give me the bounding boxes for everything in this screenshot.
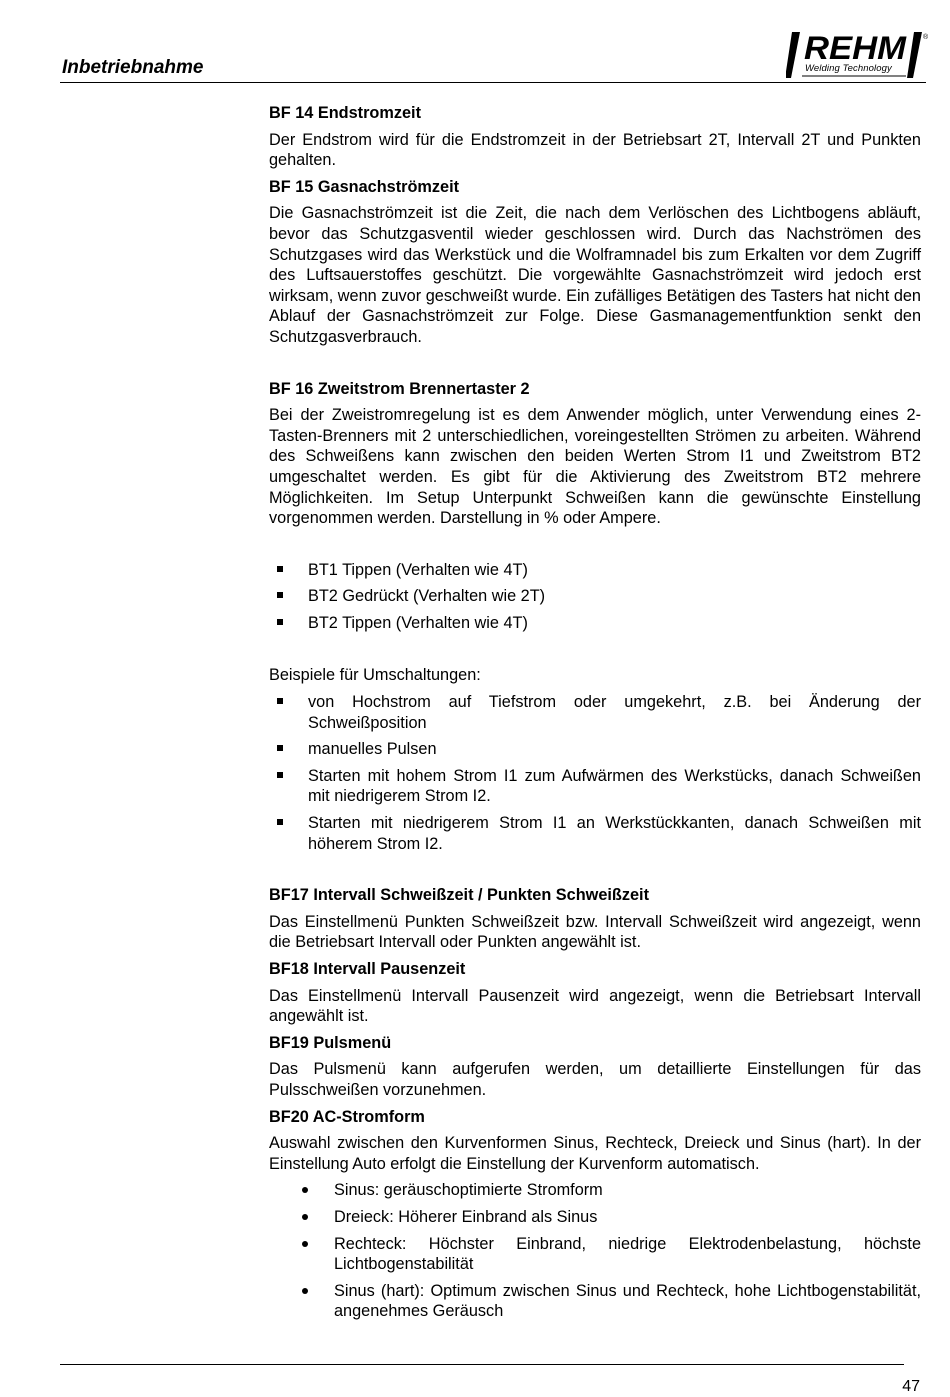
round-bullet-icon (302, 1241, 308, 1247)
paragraph-bf14: Der Endstrom wird für die Endstromzeit in der Betriebsart 2T, Intervall 2T und Punkten gehalten. (269, 130, 921, 170)
square-bullet-icon (277, 819, 283, 825)
list-item: BT2 Gedrückt (Verhalten wie 2T) (269, 586, 921, 607)
square-bullet-icon (277, 698, 283, 704)
page-number: 47 (902, 1378, 920, 1395)
waveform-list (269, 1180, 921, 1322)
logo-wordmark: REHM (804, 30, 908, 66)
paragraph-bf17: Das Einstellmenü Punkten Schweißzeit bzw. Intervall Schweißzeit wird angezeigt, wenn die Betriebsart Intervall oder Punkten angewählt ist. (269, 912, 921, 952)
examples-list (269, 692, 921, 854)
heading-bf18: BF18 Intervall Pausenzeit (269, 960, 466, 978)
paragraph-bf15: Die Gasnachströmzeit ist die Zeit, die nach dem Verlöschen des Lichtbogens abläuft, bevor das Schutzgasventil wieder geschlossen wird. Durch das Nachströmen des Schutzgases wird das Werkstück und die Wolframnadel bis zum Erkalten vor dem Zugriff des Luftsauerstoffes geschützt. Die vorgewählte Gasnachströmzeit wird jedoch erst wirksam, wenn zuvor geschweißt wurde. Ein zufälliges Betätigen des Tasters hat nicht den Ablauf der Gasnachströmzeit zur Folge. Diese Gasmanagementfunktion senkt den Schutzgasverbrauch. (269, 204, 921, 346)
square-bullet-icon (277, 619, 283, 625)
heading-bf17: BF17 Intervall Schweißzeit / Punkten Schweißzeit (269, 886, 649, 905)
square-bullet-icon (277, 592, 283, 598)
list-item: von Hochstrom auf Tiefstrom oder umgekehrt, z.B. bei Änderung der Schweißposition (269, 692, 921, 733)
examples-intro: Beispiele für Umschaltungen: (269, 666, 481, 685)
paragraph-bf16: Bei der Zweistromregelung ist es dem Anwender möglich, unter Verwendung eines 2-Tasten-Brenners mit 2 unterschiedlichen, voreingestellten Strömen zu arbeiten. Während des Schweißens kann zwischen den beiden Werten Strom I1 und Zweitstrom BT2 umgeschaltet werden. Es gibt für die Aktivierung des Zweitstrom BT2 mehrere Möglichkeiten. Im Setup Unterpunkt Schweißen kann die gewünschte Einstellung vorgenommen werden. Darstellung in % oder Ampere. (269, 406, 921, 528)
square-bullet-icon (277, 772, 283, 778)
square-bullet-icon (277, 566, 283, 572)
header-divider (60, 82, 926, 83)
heading-bf14: BF 14 Endstromzeit (269, 104, 421, 122)
list-item: Starten mit hohem Strom I1 zum Aufwärmen des Werkstücks, danach Schweißen mit niedrigerem Strom I2. (269, 766, 921, 807)
page-content (269, 103, 921, 1328)
paragraph-bf20: Auswahl zwischen den Kurvenformen Sinus, Rechteck, Dreieck und Sinus (hart). In der Einstellung Auto erfolgt die Einstellung der Kurvenform automatisch. (269, 1134, 921, 1173)
list-item: manuelles Pulsen (269, 739, 921, 760)
list-item: Sinus: geräuschoptimierte Stromform (269, 1180, 921, 1201)
list-item: Starten mit niedrigerem Strom I1 an Werkstückkanten, danach Schweißen mit höherem Strom I2. (269, 813, 921, 854)
round-bullet-icon (302, 1288, 308, 1294)
heading-bf15: BF 15 Gasnachströmzeit (269, 177, 460, 196)
heading-bf20: BF20 AC-Stromform (269, 1107, 425, 1126)
registered-mark: ® (923, 34, 928, 41)
footer-divider (60, 1364, 904, 1365)
logo-subtext: Welding Technology (805, 63, 892, 74)
list-item: BT1 Tippen (Verhalten wie 4T) (269, 560, 921, 581)
list-item: BT2 Tippen (Verhalten wie 4T) (269, 613, 921, 634)
section-title: Inbetriebnahme (62, 57, 204, 78)
list-item: Sinus (hart): Optimum zwischen Sinus und Rechteck, hohe Lichtbogenstabilität, angenehmes Geräusch (269, 1281, 921, 1322)
heading-bf16: BF 16 Zweitstrom Brennertaster 2 (269, 379, 530, 398)
paragraph-bf18: Das Einstellmenü Intervall Pausenzeit wird angezeigt, wenn die Betriebsart Intervall angewählt ist. (269, 986, 921, 1026)
round-bullet-icon (302, 1214, 308, 1220)
round-bullet-icon (302, 1187, 308, 1193)
paragraph-bf19: Das Pulsmenü kann aufgerufen werden, um detaillierte Einstellungen für das Pulsschweißen vorzunehmen. (269, 1060, 921, 1099)
rehm-logo (786, 30, 928, 80)
heading-bf19: BF19 Pulsmenü (269, 1033, 392, 1052)
square-bullet-icon (277, 745, 283, 751)
list-item: Rechteck: Höchster Einbrand, niedrige Elektrodenbelastung, höchste Lichtbogenstabilität (269, 1234, 921, 1275)
bt-modes-list (269, 560, 921, 634)
list-item: Dreieck: Höherer Einbrand als Sinus (269, 1207, 921, 1228)
